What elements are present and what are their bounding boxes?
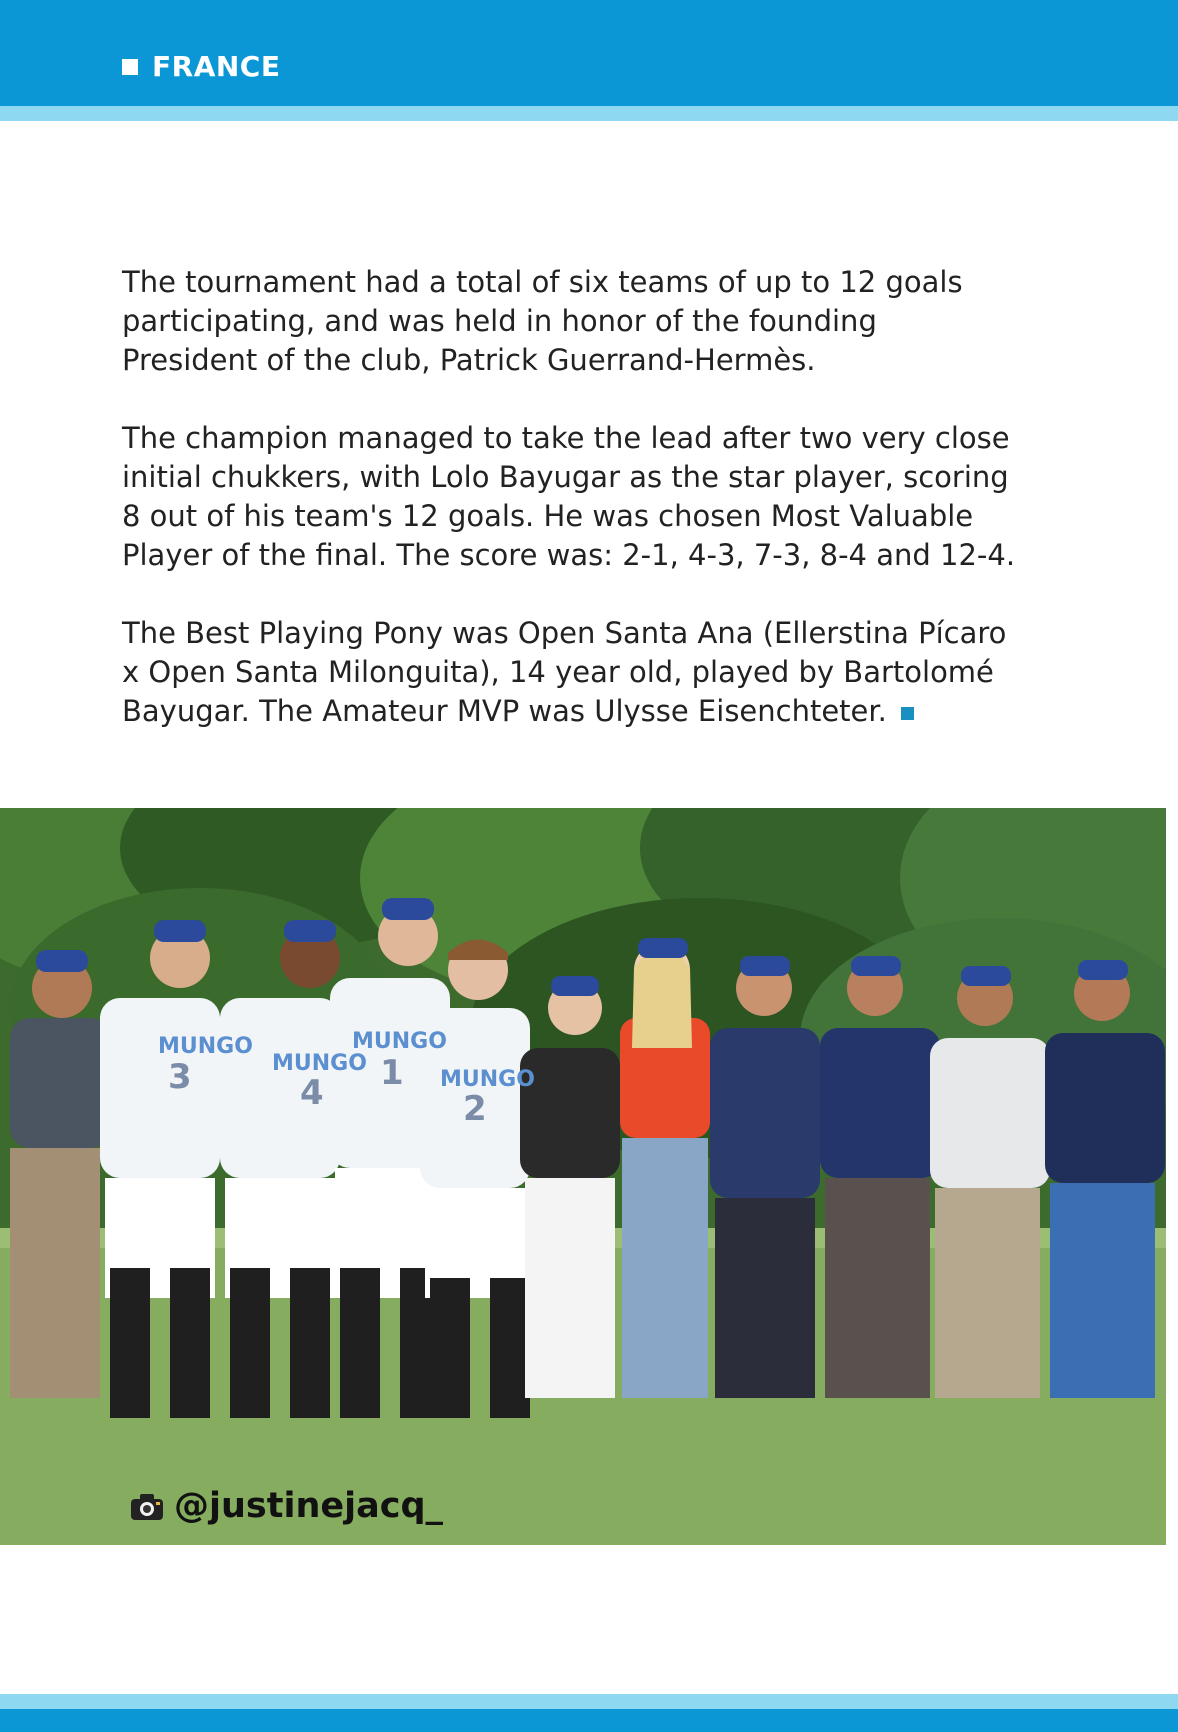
photo-credit-handle: @justinejacq_ <box>174 1486 444 1526</box>
section-square-icon <box>122 59 138 75</box>
article-paragraph-3 <box>122 614 1122 731</box>
jersey-brand-player-1: MUNGO <box>352 1029 447 1054</box>
header-stripe <box>0 106 1178 121</box>
jersey-number-3: 3 <box>168 1057 192 1097</box>
jersey-number-2: 2 <box>463 1089 487 1129</box>
camera-icon <box>130 1491 164 1521</box>
team-photo <box>0 808 1166 1545</box>
section-label <box>122 50 280 83</box>
photo-credit <box>130 1486 443 1526</box>
article-paragraph-1: The tournament had a total of six teams of up to 12 goals participating, and was held in honor of the founding President of the club, Patrick Guerrand-Hermès. <box>122 265 963 377</box>
article-body <box>122 263 1122 770</box>
article-paragraph-3-text: The Best Playing Pony was Open Santa Ana (Ellerstina Pícaro x Open Santa Milonguita), 14 year old, played by Bartolomé Bayugar. The Amateur MVP was Ulysse Eisenchteter. <box>122 616 1007 728</box>
jersey-brand-player-4: MUNGO <box>272 1051 367 1076</box>
team-photo-illustration <box>0 808 1166 1545</box>
section-title: FRANCE <box>152 50 281 83</box>
jersey-brand-player-3: MUNGO <box>158 1034 253 1059</box>
jersey-number-1: 1 <box>380 1053 404 1093</box>
end-of-article-icon <box>901 707 914 720</box>
article-paragraph-2: The champion managed to take the lead after two very close initial chukkers, with Lolo Bayugar as the star player, scoring 8 out of his team's 12 goals. He was chosen Most Valuable Player of the final. The score was: 2-1, 4-3, 7-3, 8-4 and 12-4. <box>122 421 1016 572</box>
footer-band <box>0 1709 1178 1732</box>
jersey-brand-player-2: MUNGO <box>440 1067 535 1092</box>
jersey-number-4: 4 <box>300 1073 324 1113</box>
footer-stripe <box>0 1694 1178 1709</box>
